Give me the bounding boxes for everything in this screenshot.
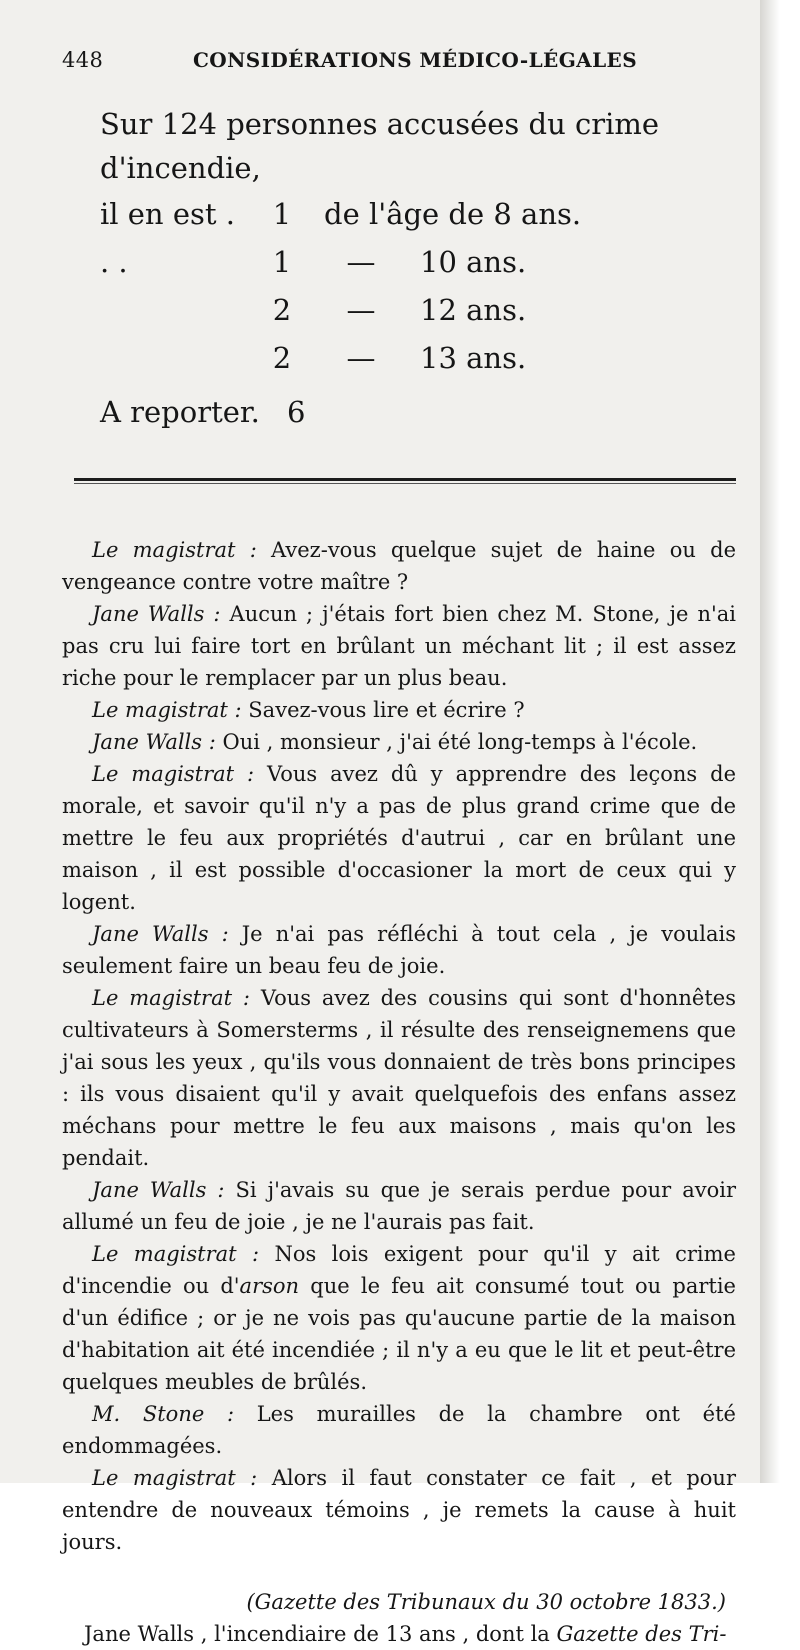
utterance: Avez-vous quelque sujet de haine ou de vengeance contre votre maître ? xyxy=(62,538,736,594)
statistics-table xyxy=(62,102,736,436)
ditto-dash: — xyxy=(346,341,376,375)
dialogue-line xyxy=(62,726,736,758)
dialogue-line xyxy=(62,1238,736,1398)
utterance: Je n'ai pas réfléchi à tout cela , je voulais seulement faire un beau feu de joie. xyxy=(62,922,737,978)
utterance: Alors il faut constater ce fait , et pour entendre de nouveaux témoins , je remets la cause à huit jours. xyxy=(62,1466,736,1554)
italic-term: arson xyxy=(239,1274,300,1298)
utterance: Nos lois exigent pour qu'il y ait crime d'incendie ou d' xyxy=(62,1242,736,1298)
utterance: Savez-vous lire et écrire ? xyxy=(248,698,525,722)
carry-forward-label: A reporter. xyxy=(100,395,260,429)
utterance: Vous avez dû y apprendre des leçons de morale, et savoir qu'il n'y a pas de plus grand crime que de mettre le feu aux propriétés d'autrui , car en brûlant une maison , il est possible d'occasioner la mort de ceux qui y logent. xyxy=(62,762,736,914)
footnote-rule xyxy=(74,478,736,481)
dialogue-line xyxy=(62,534,736,598)
utterance: Aucun ; j'étais fort bien chez M. Stone, je n'ai pas cru lui faire tort en brûlant un méchant lit ; il est assez riche pour le remplacer par un plus beau. xyxy=(62,602,736,690)
continuation-line xyxy=(62,1618,736,1650)
speaker: Le magistrat : xyxy=(92,1242,260,1266)
statistics-count: 2 xyxy=(272,293,292,327)
dialogue-line xyxy=(62,918,736,982)
continuation-text: Jane Walls , l'incendiaire de 13 ans , dont la xyxy=(84,1622,557,1646)
statistics-age: de l'âge de 8 ans. xyxy=(324,197,582,231)
page-number: 448 xyxy=(62,48,104,72)
speaker: Le magistrat : xyxy=(92,1466,258,1490)
dialogue-line xyxy=(62,598,736,694)
utterance: Oui , monsieur , j'ai été long-temps à l'école. xyxy=(222,730,698,754)
dialogue-line xyxy=(62,1462,736,1558)
statistics-age: 10 ans. xyxy=(420,245,527,279)
page-edge xyxy=(760,0,780,1483)
statistics-row xyxy=(100,286,736,334)
running-title: CONSIDÉRATIONS MÉDICO-LÉGALES xyxy=(192,48,638,72)
dialogue-line xyxy=(62,758,736,918)
dialogue-line xyxy=(62,694,736,726)
statistics-intro: Sur 124 personnes accusées du crime d'incendie, xyxy=(100,107,660,185)
page-header xyxy=(62,48,736,72)
dialogue-line xyxy=(62,1174,736,1238)
speaker: Jane Walls : xyxy=(92,602,221,626)
dialogue-line xyxy=(62,982,736,1174)
statistics-count: 1 xyxy=(272,197,292,231)
carry-forward xyxy=(100,388,736,436)
utterance: Si j'avais su que je serais perdue pour avoir allumé un feu de joie , je ne l'aurais pas fait. xyxy=(62,1178,736,1234)
speaker: Jane Walls : xyxy=(92,1178,225,1202)
statistics-lead: il en est . . . xyxy=(100,197,235,279)
speaker: Jane Walls : xyxy=(92,730,216,754)
utterance: Vous avez des cousins qui sont d'honnêtes cultivateurs à Somersterms , il résulte des renseignemens que j'ai sous les yeux , qu'ils vous donnaient de très bons principes : ils vous disaient qu'il y avait quelquefois des enfans assez méchans pour mettre le feu aux maisons , mais qu'on les pendait. xyxy=(62,986,736,1170)
speaker: Jane Walls : xyxy=(92,922,229,946)
ditto-dash: — xyxy=(346,293,376,327)
continuation-italic: Gazette des Tri- xyxy=(556,1622,727,1646)
court-dialogue xyxy=(62,534,736,1558)
speaker: Le magistrat : xyxy=(92,986,250,1010)
speaker: Le magistrat : xyxy=(92,762,255,786)
carry-forward-value: 6 xyxy=(287,395,306,429)
dialogue-line xyxy=(62,1398,736,1462)
speaker: Le magistrat : xyxy=(92,538,257,562)
statistics-age: 12 ans. xyxy=(420,293,527,327)
statistics-count: 2 xyxy=(272,341,292,375)
statistics-age: 13 ans. xyxy=(420,341,527,375)
source-citation: (Gazette des Tribunaux du 30 octobre 1833.) xyxy=(246,1590,726,1614)
statistics-row xyxy=(100,334,736,382)
utterance-continued: que le feu ait consumé tout ou partie d'un édifice ; or je ne vois pas qu'aucune partie de la maison d'habitation ait été incendiée ; il n'y a eu que le lit et peut-être quelques meubles de brûlés. xyxy=(62,1274,736,1394)
speaker: M. Stone : xyxy=(92,1402,235,1426)
footnote-rule-thin xyxy=(74,483,736,484)
utterance: Les murailles de la chambre ont été endommagées. xyxy=(62,1402,736,1458)
ditto-dash: — xyxy=(346,245,376,279)
speaker: Le magistrat : xyxy=(92,698,242,722)
statistics-count: 1 xyxy=(272,245,292,279)
